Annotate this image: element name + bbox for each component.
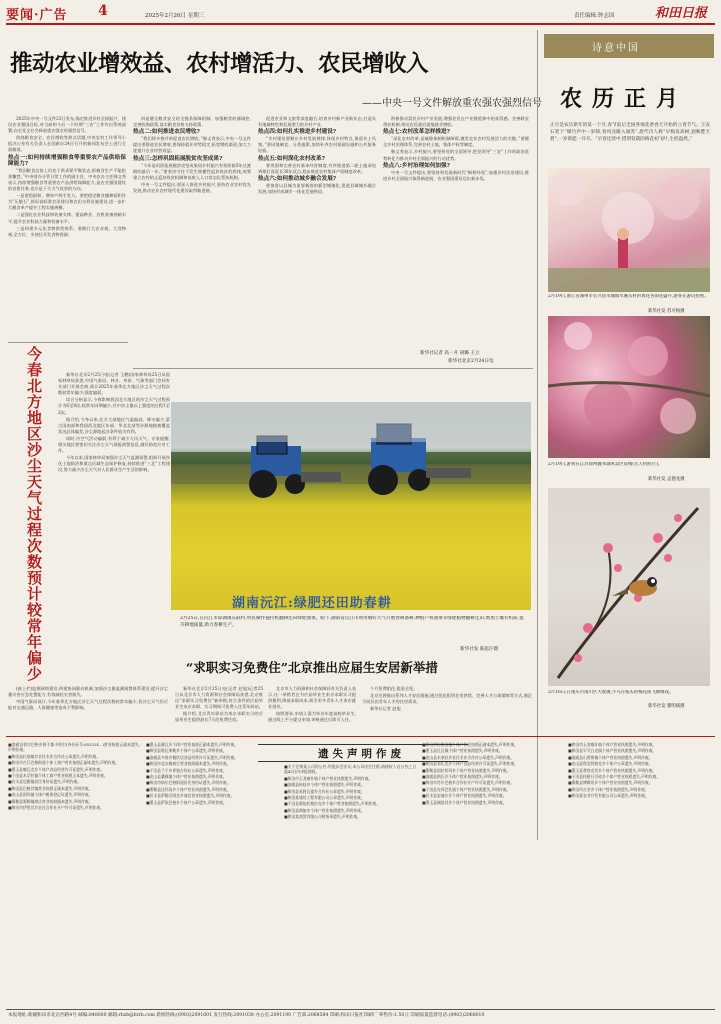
notice-item: ■皮山县木奎拉乡农民专业合作社公章遗失,声明作废。 <box>422 754 515 760</box>
notice-item: ■洛浦县杭桂乡个体户营业执照遗失,声明作废。 <box>284 782 365 788</box>
blossom-scene-icon <box>548 168 710 292</box>
lead-bottom-rule <box>8 342 128 343</box>
page-number: 4 <box>98 3 108 19</box>
notice-item: ■和田县塔瓦库勒乡个体户公章遗失,声明作废。 <box>146 748 227 754</box>
notice-item: ■民丰县尼雅镇居民身份证遗失,声明作废。 <box>8 779 82 785</box>
notice-item: ■墨玉县雅瓦乡个体户营业执照正副本遗失,声明作废。 <box>146 742 239 747</box>
jobs-column-1 <box>8 686 168 736</box>
paragraph: 北京市人力资源和社会保障局有关负责人表示,这一举措旨在为应届毕业生来京求职实习提供便利,降低求职成本,吸引更多青年人才来京就业创业。 <box>268 686 356 710</box>
notice-item: ■民丰县安迪尔乡个体户营业执照遗失,声明作废。 <box>422 793 507 799</box>
paragraph: 要巩固和完善农村基本经营制度,有序推进第二轮土地承包到期后再延长30年试点,稳步推进农村集体产权制度改革。 <box>258 162 376 174</box>
paragraph: 新华社北京2月25日电(记者 王鹏)国家林草局25日从国家林草局获悉,中国气象局、林业、草原、气象等部门会同有关部门开展会商,预计2025年春季北方地区沙尘天气过程次数较常年偏少,强度偏弱。 <box>58 372 170 396</box>
photo-feature-caption: 2月25日,在沅江市琼湖镇东联村,村民操作拖拉机翻耕还田绿肥油菜。眼下,湖南省沅江市利用晴好天气开展春耕备耕,种植户将油菜等绿肥植物翻耕还田,增加土壤有机质,提升耕地质量,助力春耕生产。 <box>180 616 524 628</box>
paragraph: 今年以来,国家林草局加强沙尘天气监测预警,组织开展沙化土地防治和重点区域生态保护修复,持续推进“三北”工程建设,努力减少沙尘天气对人民群众生产生活的影响。 <box>58 455 170 473</box>
paragraph: “我国粮食总体上仍处于供求紧平衡状态,抓粮食生产不能松劲懈怠。”中央财办分管日常工作的副主任、中央农办主任韩文秀表示,持续增强粮食等重要农产品供给保障能力,是农业强国建设的首要任务,也应是下大力气攻坚的方向。 <box>8 167 126 192</box>
notices-top-rule <box>6 736 715 737</box>
footer-rule <box>6 1009 715 1010</box>
notice-item: ■和田县巴格其镇营业执照正副本遗失,声明作废。 <box>8 785 93 791</box>
notice-item: ■和田市玉龙喀什镇个体户营业执照遗失,声明作废。 <box>568 742 657 747</box>
notice-item: ■策勒县达玛沟乡个体户营业执照遗失,声明作废。 <box>146 786 231 792</box>
paragraph: 同时,冷空气活动偏弱,有利于减少大风天气。专家提醒,相关地区要密切关注沙尘天气预报预警信息,做好防范应对工作。 <box>58 435 170 454</box>
paragraph: 按照要求,申请人需为毕业年度高校毕业生,通过线上平台提交申请,审核通过后即可入住。 <box>268 711 356 723</box>
notices-column-1 <box>8 742 140 1004</box>
notice-item: ■于田县托格日尕孜乡个体户营业执照遗失,声明作废。 <box>568 774 661 780</box>
notice-item: ■和田市玉龙喀什镇个体户营业执照遗失,声明作废。 <box>284 775 373 781</box>
notices-column-5 <box>568 742 714 1004</box>
jobs-headline: “求职实习免费住”北京推出应届生安居新举措 <box>186 660 438 675</box>
paragraph: 围绕粮食安全、农民增收等热点话题,中央农村工作领导小组办公室有关负责人在国新办24日召开的新闻发布会上进行全面解读。 <box>8 135 126 153</box>
lead-source: 新华社北京2月24日电 <box>448 359 494 364</box>
notice-item: ■和田县朗如乡个体户营业执照遗失,声明作废。 <box>284 807 365 813</box>
notice-item: ■皮山县固玛镇个体户税务登记证遗失,声明作废。 <box>8 792 93 798</box>
poetry-credit-3: 新华社发 瞿明斌摄 <box>648 704 685 709</box>
notice-item: ■和田某建设工程有限公司公章遗失,声明作废。 <box>284 795 365 801</box>
notice-item: ■洛浦县多鲁乡餐饮店食品经营许可证遗失,声明作废。 <box>146 754 239 760</box>
paragraph: “我们将多措并举促进农民增收。”韩文秀表示,中央一号文件提出要推进农民增收,要保持就业形势稳定,拓宽增收渠道,加大力度提升农业经营效益。 <box>133 136 251 154</box>
editor-credit: 责任编辑:钟志国 <box>574 13 615 19</box>
notice-item: ■和田市拉斯奎镇个体户营业执照正副本遗失,声明作废。 <box>422 742 518 747</box>
jobs-column-3 <box>268 686 356 736</box>
section-title: 要闻·广告 <box>6 8 68 23</box>
poetry-intro: 正月是农历新年的第一个月,春节前后全国各地花香春天开始的立春节气。王安石笔下“爆竹声中一岁除,春风送暖入屠苏”,唐代诗人称“早梅发高树,迥映楚天碧”,一岁新愿一开开。“早春还寒中,惜别钗就的梅花初飞叶,生机盎然。” <box>550 123 710 142</box>
notice-item: ■和田市纳尔巴格街道居民身份证遗失,声明作废。 <box>146 780 231 786</box>
notices-title: 遗失声明作废 <box>318 748 405 760</box>
paragraph: 四是健全粮食安全的全链条保障机制。加强粮食收储调控,完善收购政策,落实粮食价格支持政策。 <box>133 116 251 128</box>
paragraph: 中央一号文件提出,要深入推进乡村振兴,坚持农业农村优先发展,推动农业农村现代化建设取得新进展。 <box>133 181 251 194</box>
notice-item: ■于田县兰干乡养殖合作社公章遗失,声明作废。 <box>146 767 227 773</box>
tractor-scene-icon <box>171 402 531 610</box>
lead-column-1 <box>8 116 126 339</box>
paragraph: 据介绍,今冬以来,北方大部地区气温偏高、降水偏少,蒙古国南部和我国西北地区东部、华北北部等沙源地植被覆盖状况总体偏差,沙尘源地起沙条件较为有利。 <box>58 416 170 434</box>
paragraph: (接上栏)监测网络建设,构建协同联动机制,加强沙尘暴监测预警体系建设,提升沙尘暴灾害应急处置能力,有效减轻灾害损失。 <box>8 686 168 698</box>
paragraph: 北京还将推出系列人才安居措施,通过优化租赁住房供给、完善人才公寓保障等方式,满足不同层次青年人才的住房需求。 <box>362 693 532 705</box>
poetry-caption-3: 2月16日,在重庆市南川区大观镇,小鸟在枝头的梅花间飞舞嬉戏。 <box>548 690 674 695</box>
notice-item: ■策勒县策勒镇商店营业执照副本遗失,声明作废。 <box>8 798 93 804</box>
notice-item: ■墨玉县普恰克其乡个体户营业执照遗失,声明作废。 <box>568 767 657 773</box>
notice-item: ■墨玉县喀瓦克乡个体户食品经营许可证遗失,声明作废。 <box>8 766 104 772</box>
notice-item: ■墨玉县阔依其乡个体户营业执照遗失,声明作废。 <box>422 799 507 805</box>
paragraph: 综合分析显示,今春影响我国北方地区的沙尘天气过程预计为6至8次,较常年同期偏少,其中沙尘暴以上强度的过程1至2次。 <box>58 397 170 415</box>
bird-plum-photo <box>548 488 710 686</box>
paragraph: “今年是巩固拓展脱贫攻坚成果同乡村振兴有效衔接5年过渡期的最后一年。”要坚决守住不发生规模性返贫致贫的底线,统筹建立农村防止返贫致贫机制和低收入人口常态化帮扶机制。 <box>133 162 251 180</box>
subheading: 热点七:农村改革怎样推进? <box>383 129 450 136</box>
lead-byline: 新华社记者 高一开 胡璐 王立 <box>420 351 480 356</box>
notice-item: ■和田某商贸有限公司财务章遗失,声明作废。 <box>284 814 361 820</box>
paragraph: 中国气象局预计,今年春季北方地区沙尘天气过程次数较常年偏少,但沙尘天气仍可能对交通运输、人体健康等造成不利影响。 <box>8 699 168 711</box>
poetry-caption-2: 2月19日,游客在江苏徐州魏书湖风景区赏梅(无人机照片)。 <box>548 462 663 467</box>
notice-item: ■洛浦县纳瓦乡个体户营业执照遗失,声明作废。 <box>422 774 503 780</box>
notices-column-4 <box>422 742 562 1004</box>
subheading: 热点三:怎样巩固拓展脱贫攻坚成果? <box>133 155 223 162</box>
notice-item: ■关于注销某公司的公告:经股东会决议,本公司决定注销,请债权人自公告之日起45日内申报债权。 <box>284 764 416 775</box>
issue-date: 2025年2月26日 星期三 <box>145 13 205 19</box>
notice-item: ■策勒县博斯坦乡个体户营业执照遗失,声明作废。 <box>568 780 653 786</box>
notice-item: ■于田县先拜巴扎镇个体户营业执照遗失,声明作废。 <box>422 786 511 792</box>
paragraph: “乡村建设要顺应乡村发展规律,体现乡村特点,保留乡土风貌。”要因地制宜、分类施策,加快补齐农村基础设施和公共服务短板。 <box>258 136 376 154</box>
notice-item: ■于田县奥依托格拉克乡个体户营业执照遗失,声明作废。 <box>284 801 380 807</box>
notice-item: ■皮山县科克铁热克乡个体户公章遗失,声明作废。 <box>568 761 653 767</box>
notice-item: ■和田县英阿瓦提乡合作社公章遗失,声明作废。 <box>284 788 365 794</box>
footer-info: 本报地址:新疆和田市北京西路4号 邮编:848000 邮箱:rbzb@htrb.com 新闻热线:(0903)2091001 发行热线:2091038 办公室:2091190 广告部:2068584 印刷:和田日报社印刷厂 零售价:1.50元 印刷质量监督电话:(0903)2068010 <box>8 1013 485 1018</box>
subheading: 热点八:乡村治理如何加强? <box>383 162 450 169</box>
tractor-field-photo <box>171 402 531 610</box>
orchard-scene-icon <box>548 316 710 458</box>
notice-item: ■和田市伊里其乡农民合作社开户许可证遗失,声明作废。 <box>8 805 104 811</box>
lead-column-2 <box>133 116 251 366</box>
poetry-credit-2: 新华社发 孟德龙摄 <box>648 477 685 482</box>
notices-column-3 <box>284 764 416 1004</box>
subheading: 热点四:如何扎实推进乡村建设? <box>258 129 337 136</box>
notice-item: ■和田某农业开发有限公司公章遗失,声明作废。 <box>568 793 649 799</box>
subheading: 热点二:如何推进农民增收? <box>133 129 200 136</box>
paragraph: 韩文秀表示,乡村振兴,要坚持党的全面领导,把党领导“三农”工作的政治优势转化为推动乡村全面振兴的行动优势。 <box>383 149 529 161</box>
photo-feature-title: 湖南沅江:绿肥还田助春耕 <box>232 596 392 611</box>
jobs-column-4 <box>362 686 532 736</box>
notice-item: ■和田县拉依喀乡农民专业合作社公章遗失,声明作废。 <box>8 753 101 759</box>
lead-column-4 <box>383 116 529 346</box>
jobs-column-2 <box>175 686 263 736</box>
bird-on-branch-icon <box>548 488 710 686</box>
notices-column-2 <box>146 742 278 1004</box>
poetry-title: 农历正月 <box>560 86 689 112</box>
paragraph: 促进农业和文旅等深度融合,培育乡村新产业新业态,打造具有地域特色和发展潜力的乡村产业。 <box>258 116 376 128</box>
paragraph: 新华社北京2月25日电(记者 赵旭)记者25日从北京市人力资源和社会保障局获悉,北京推出“求职实习免费住”新举措,符合条件的应届毕业生来京求职、实习期间可免费入住青年驿站。 <box>175 686 263 710</box>
dust-headline: 今春北方地区沙尘天气过程次数预计较常年偏少 <box>25 346 43 682</box>
notice-item: ■于田县木尕拉镇个体工商户营业执照正本遗失,声明作废。 <box>8 773 108 779</box>
poetry-banner-label: 诗意中国 <box>592 43 640 54</box>
header-rule <box>6 23 715 25</box>
subheading: 热点一:如何持续增强粮食等重要农产品供给保障能力? <box>8 154 126 167</box>
notice-item: ■和田市古江巴格街道个体工商户营业执照正副本遗失,声明作废。 <box>8 760 120 766</box>
notice-item: ■皮山县桑株镇个体户营业执照遗失,声明作废。 <box>146 774 227 780</box>
notice-item: ■和田市肖尔巴格乡合作社开户许可证遗失,声明作废。 <box>422 780 515 786</box>
paragraph: 一是要稳面积、增单产两手发力。要把稳定粮食播种面积作为“压舱石”,抓好高标准农田建设和农田水利设施建设,进一步扩大粮食单产提升工程实施规模。 <box>8 193 126 211</box>
paragraph: 二是强化农业科技和装备支撑。提高种业、农机装备创新水平,提升农业科技力量和装备水平。 <box>8 212 126 224</box>
paragraph: “深化农村改革,是破除体制机制障碍,激发农业农村发展活力的关键。”要健全乡村治理体系,完善农村土地、集体产权等制度。 <box>383 136 529 148</box>
paragraph: 2025年中央一号文件23日发布,锚定推进乡村全面振兴、建设农业强国目标,对当前和今后一个时期“三农”工作作出系统部署,向全党全社会释放重农强农的强烈信号。 <box>8 116 126 134</box>
column-divider <box>537 30 538 840</box>
paragraph: 中央一号文件提出,要坚持和发展新时代“枫桥经验”,加强乡村法治建设,推进乡村全面振兴取得新进展、农业强国建设迈出新步伐。 <box>383 169 529 181</box>
notice-item: ■和田市吉亚乡个体户营业执照遗失,声明作废。 <box>568 786 649 792</box>
paragraph: 三是构建多元化食物供给体系。要践行大农业观、大食物观,全方位、多途径开发食物资源。 <box>8 225 126 237</box>
notice-item: ■策勒县固拉哈玛乡个体户营业执照遗失,声明作废。 <box>422 767 511 773</box>
notice-item: ■和田县布扎克乡个体户食品经营许可证遗失,声明作废。 <box>422 761 518 767</box>
notice-item: ■民丰县萨勒吾则克乡商店营业执照遗失,声明作废。 <box>146 793 235 799</box>
photo-feature-credit: 新华社发 陈思汗摄 <box>460 647 499 652</box>
notice-item: ■墨玉县扎瓦镇个体户营业执照遗失,声明作废。 <box>422 748 503 754</box>
masthead: 和田日报 <box>655 6 708 21</box>
lead-column-3 <box>258 116 376 366</box>
notice-item: ■洛浦县恰尔巴格乡阿不都卡哈尔(身份证号:653224...)营业执照正副本遗失,声明作废。 <box>8 742 140 753</box>
dust-body <box>58 372 170 697</box>
lead-subhead: ——中央一号文件解放重农强农强烈信号 <box>362 98 542 109</box>
paragraph: 要推进以县城为重要载体的新型城镇化,促进县域城乡融合发展,加快形成城乡一体化发展格局。 <box>258 182 376 195</box>
notice-item: ■洛浦县山普鲁镇个体户营业执照遗失,声明作废。 <box>568 754 653 760</box>
poetry-credit-1: 新华社发 苏可杨摄 <box>648 309 685 314</box>
plum-blossom-aerial-photo <box>548 316 710 458</box>
poetry-caption-1: 2月19日,浙江省湖州市长兴县吊城镇水溪头村的黄花杏雨花盛开,游客在游玩拍照。 <box>548 294 709 299</box>
paragraph: 据介绍,北京青年驿站为来京求职实习的应届毕业生提供最长7天的免费住宿。 <box>175 711 263 723</box>
notice-item: ■墨玉县萨依巴格乡个体户公章遗失,声明作废。 <box>146 799 227 805</box>
subheading: 热点五:如何深化农村改革? <box>258 155 325 162</box>
paragraph: 新华社记者 赵旭 <box>370 706 401 712</box>
lead-headline: 推动农业增效益、农村增活力、农民增收入 <box>10 51 429 77</box>
apricot-blossom-photo <box>548 168 710 292</box>
lead-bottom-rule-2 <box>133 368 533 369</box>
paragraph: 积极推动富民乡村产业发展,增强农民在产业链延伸中的获得感。完善联农带农机制,带动农民就近就地就业增收。 <box>383 116 529 128</box>
notice-item: ■和田市北京路商行营业执照副本遗失,声明作废。 <box>146 761 231 767</box>
notice-item: ■和田县罕艾日克镇个体户营业执照遗失,声明作废。 <box>568 748 657 754</box>
paragraph: 个月免费租住,租金全免。 <box>370 686 418 691</box>
subheading: 热点六:如何推动城乡融合发展? <box>258 175 337 182</box>
